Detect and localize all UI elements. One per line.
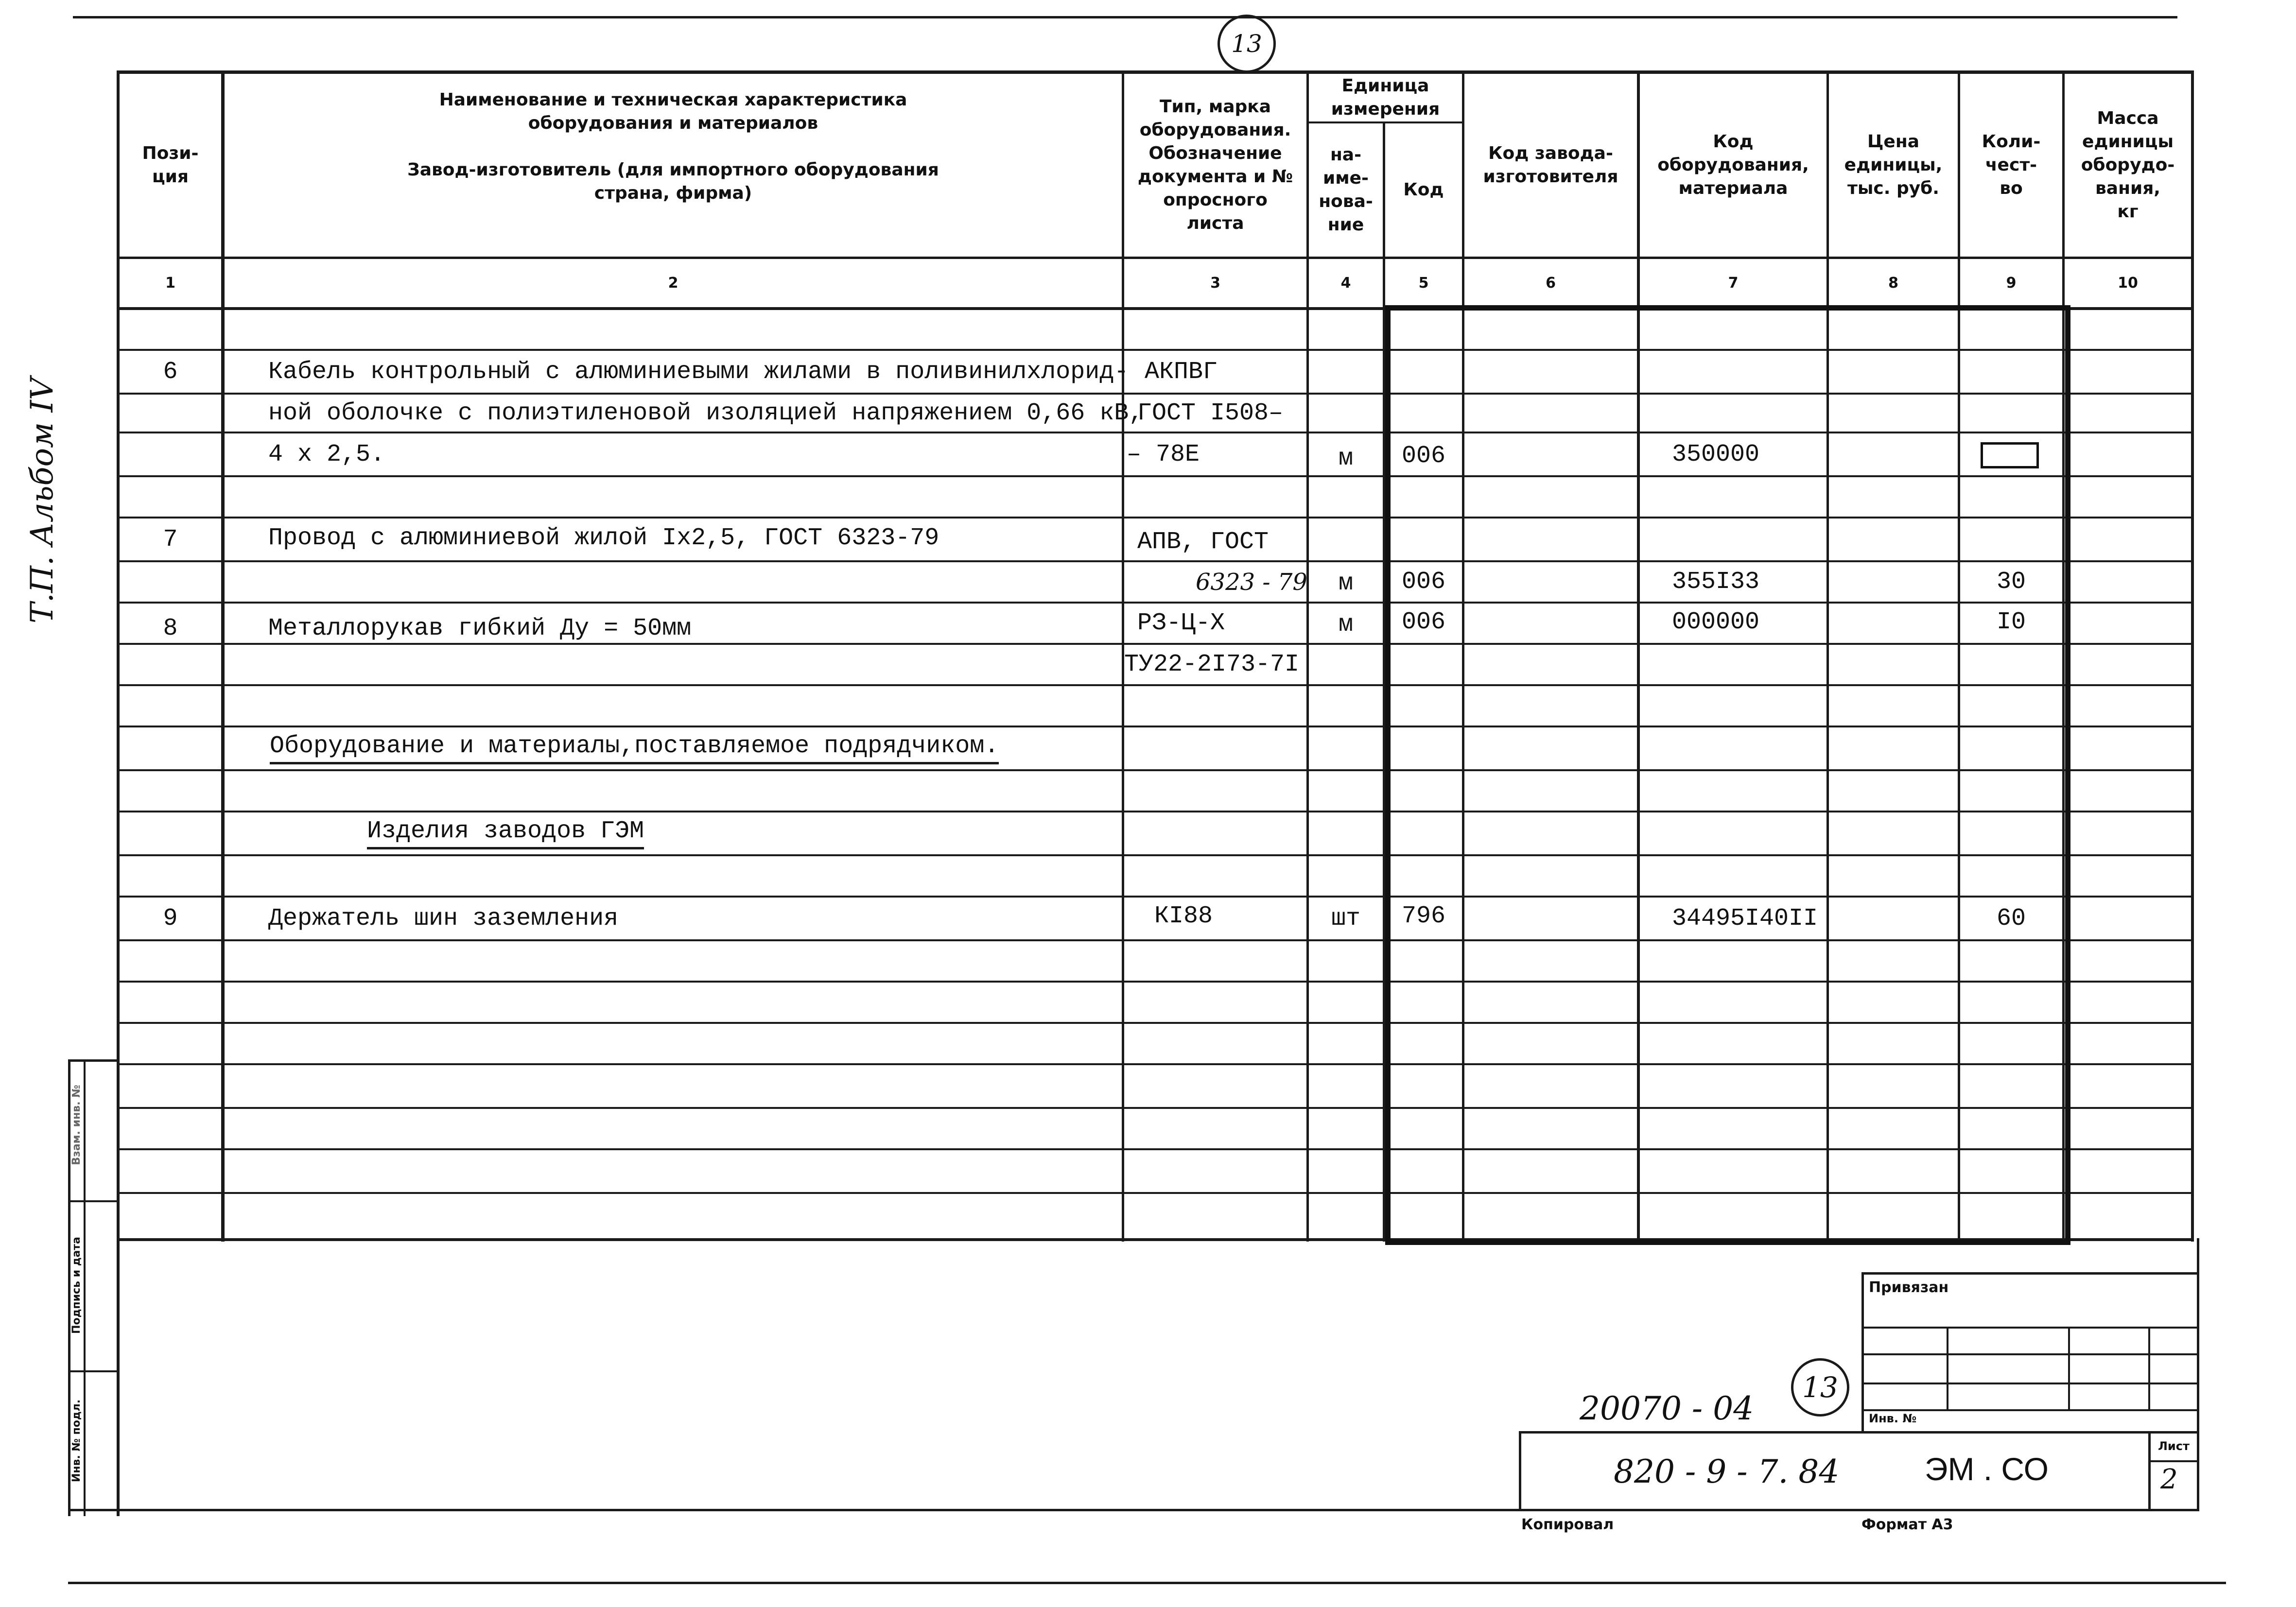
row-type: КI88 bbox=[1154, 902, 1213, 930]
header-quantity: Коли- чест- во bbox=[1982, 132, 2041, 198]
lower-frame-right bbox=[2197, 1238, 2199, 1510]
col-num-5: 5 bbox=[1418, 275, 1429, 292]
row-name: Металлорукав гибкий Ду = 50мм bbox=[268, 614, 692, 642]
header-unit-group: Единица измерения bbox=[1331, 76, 1440, 119]
row-type: АПВ, ГОСТ bbox=[1137, 528, 1269, 556]
row-quantity: I0 bbox=[1996, 608, 2026, 636]
row-unit-code: 796 bbox=[1401, 902, 1445, 930]
col-num-7: 7 bbox=[1728, 275, 1739, 292]
header-mass: Масса единицы оборудо- вания, кг bbox=[2081, 108, 2175, 222]
row-type: РЗ-Ц-Х bbox=[1137, 609, 1225, 637]
sheet-number-badge bbox=[1218, 15, 1276, 73]
header-name: Наименование и техническая характеристика оборудования и материалов Завод-изготовитель (для импортного оборудования страна, фирма) bbox=[407, 90, 939, 203]
col-num-10: 10 bbox=[2118, 275, 2138, 292]
row-position: 6 bbox=[163, 358, 178, 386]
header-price: Цена единицы, тыс. руб. bbox=[1844, 132, 1943, 198]
row-position: 7 bbox=[163, 525, 178, 553]
document-number: 820 - 9 - 7. 84 bbox=[1614, 1453, 1840, 1490]
copied-by-label: Копировал bbox=[1521, 1516, 1614, 1533]
binding-label: Привязан bbox=[1869, 1279, 1949, 1296]
col-num-8: 8 bbox=[1888, 275, 1898, 292]
header-type: Тип, марка оборудования. Обозначение документа и № опросного листа bbox=[1137, 97, 1293, 233]
header-unit-name: на- име- нова- ние bbox=[1319, 145, 1373, 235]
page-top-rule bbox=[73, 16, 2177, 18]
row-name: Держатель шин заземления bbox=[268, 904, 619, 933]
row-type-handwritten: 6323 - 79 bbox=[1196, 568, 1307, 596]
row-name: 4 х 2,5. bbox=[268, 440, 385, 468]
sheet-number-text: 13 bbox=[1231, 30, 1262, 58]
lower-frame-bottom bbox=[68, 1509, 2199, 1511]
side-stamp-signature-label: Подпись и дата bbox=[70, 1237, 83, 1334]
circled-number bbox=[1791, 1358, 1849, 1417]
row-equipment-code: 355I33 bbox=[1672, 568, 1760, 596]
row-position: 8 bbox=[163, 614, 178, 642]
row-type: АКПВГ bbox=[1145, 358, 1218, 386]
row-type: ТУ22-2I73-7I bbox=[1124, 651, 1300, 678]
row-type: ГОСТ I508– bbox=[1137, 399, 1284, 427]
album-margin-note: Т.П. Альбом IV bbox=[24, 377, 60, 624]
side-stamp-replace-label: Взам. инв. № bbox=[70, 1085, 83, 1165]
col-num-3: 3 bbox=[1210, 275, 1220, 292]
header-unit-code: Код bbox=[1403, 180, 1444, 200]
row-name: Кабель контрольный с алюминиевыми жилами в поливинилхлорид- bbox=[268, 358, 1129, 386]
archive-number: 20070 - 04 bbox=[1580, 1390, 1754, 1427]
section-title-contractor-text: Оборудование и материалы,поставляемое подрядчиком. bbox=[270, 732, 999, 764]
col-num-1: 1 bbox=[165, 275, 175, 292]
row-unit: м bbox=[1338, 569, 1353, 597]
row-quantity: 60 bbox=[1996, 904, 2026, 933]
header-equipment-code: Код оборудования, материала bbox=[1657, 132, 1809, 198]
row-unit: м bbox=[1338, 444, 1353, 472]
row-unit: м bbox=[1338, 610, 1353, 639]
row-name: ной оболочке с полиэтиленовой изоляцией напряжением 0,66 кВ, bbox=[268, 399, 1144, 427]
row-position: 9 bbox=[163, 904, 178, 933]
col-num-6: 6 bbox=[1546, 275, 1556, 292]
header-plant-code: Код завода- изготовителя bbox=[1483, 143, 1618, 187]
section-title-gem-text: Изделия заводов ГЭМ bbox=[367, 817, 644, 849]
sheet-label: Лист bbox=[2158, 1439, 2190, 1453]
inventory-label: Инв. № bbox=[1869, 1412, 1917, 1425]
row-unit-code: 006 bbox=[1401, 442, 1445, 470]
header-position: Пози- ция bbox=[142, 143, 199, 187]
section-title-gem bbox=[367, 812, 644, 854]
row-equipment-code: 000000 bbox=[1672, 608, 1760, 636]
col-num-9: 9 bbox=[2006, 275, 2017, 292]
row-equipment-code: 34495I40II bbox=[1672, 904, 1818, 933]
blank-box bbox=[1981, 442, 2039, 468]
row-unit: шт bbox=[1331, 904, 1360, 933]
page-bottom-rule bbox=[68, 1582, 2226, 1584]
row-unit-code: 006 bbox=[1401, 608, 1445, 636]
row-name: Провод с алюминиевой жилой Iх2,5, ГОСТ 6323-79 bbox=[268, 524, 939, 552]
document-code: ЭМ . СО bbox=[1925, 1451, 2049, 1487]
circled-number-text: 13 bbox=[1802, 1371, 1838, 1404]
col-num-2: 2 bbox=[668, 275, 678, 292]
sheet-value: 2 bbox=[2160, 1464, 2178, 1495]
row-type: – 78Е bbox=[1127, 440, 1200, 468]
row-equipment-code: 350000 bbox=[1672, 440, 1760, 468]
format-label: Формат А3 bbox=[1861, 1516, 1953, 1533]
col-num-4: 4 bbox=[1340, 275, 1351, 292]
row-unit-code: 006 bbox=[1401, 568, 1445, 596]
section-title-contractor bbox=[270, 727, 999, 769]
row-quantity: 30 bbox=[1996, 568, 2026, 596]
side-stamp-inv-label: Инв. № подл. bbox=[70, 1399, 83, 1483]
